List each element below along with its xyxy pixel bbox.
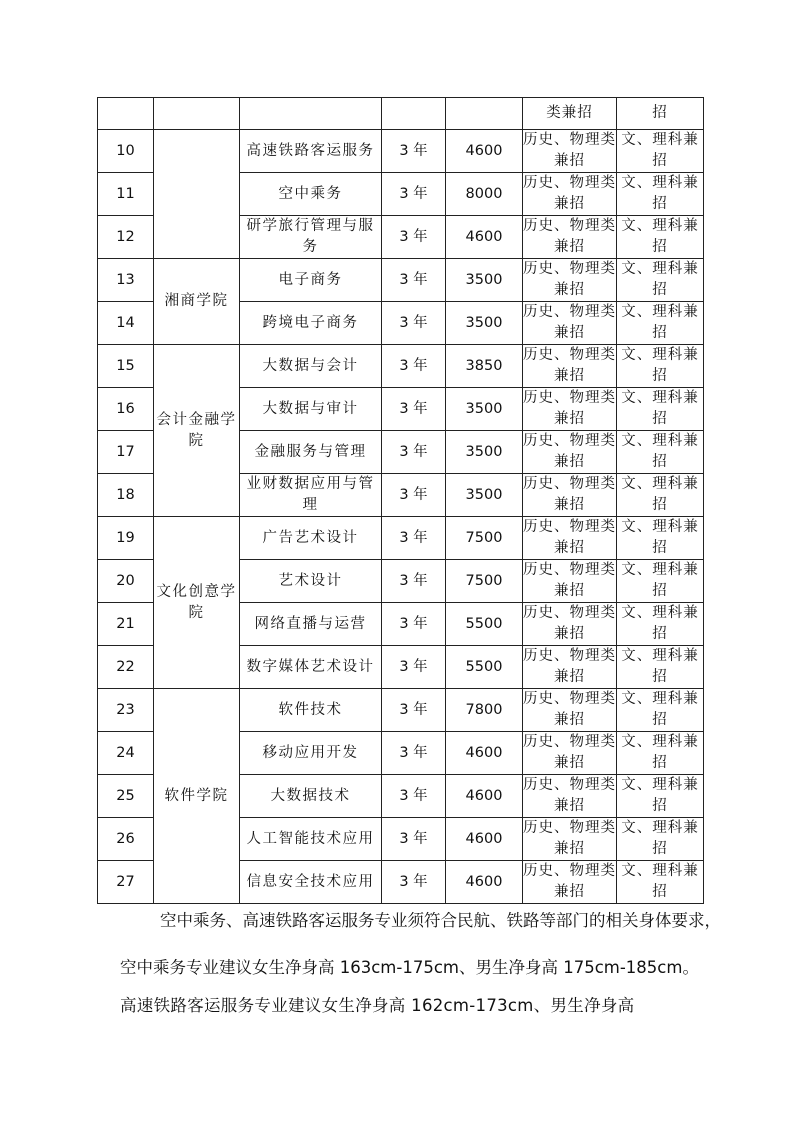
cell-subject: 历史、物理类兼招 (523, 130, 617, 173)
cell-fee: 4600 (446, 130, 523, 173)
cell-duration: 3 年 (382, 173, 446, 216)
cell-fee: 4600 (446, 775, 523, 818)
cell-duration: 3 年 (382, 388, 446, 431)
cell-major: 广告艺术设计 (240, 517, 382, 560)
cell-duration: 3 年 (382, 818, 446, 861)
cell-major: 业财数据应用与管理 (240, 474, 382, 517)
cell-no: 13 (98, 259, 154, 302)
cell-major: 网络直播与运营 (240, 603, 382, 646)
cell-subject: 历史、物理类兼招 (523, 861, 617, 904)
cell-fee: 4600 (446, 216, 523, 259)
cell-duration: 3 年 (382, 560, 446, 603)
table-row (98, 345, 704, 388)
cell-subject: 历史、物理类兼招 (523, 388, 617, 431)
cell-track: 文、理科兼招 (617, 603, 704, 646)
cell-major: 数字媒体艺术设计 (240, 646, 382, 689)
cell-duration: 3 年 (382, 345, 446, 388)
cell-subject: 历史、物理类兼招 (523, 345, 617, 388)
table-row (98, 517, 704, 560)
cell-duration: 3 年 (382, 646, 446, 689)
cell-track: 文、理科兼招 (617, 474, 704, 517)
requirement-paragraph-3: 高速铁路客运服务专业建议女生净身高 162cm-173cm、男生净身高 (120, 996, 635, 1015)
table-row (98, 130, 704, 173)
cell-fee: 3500 (446, 431, 523, 474)
cell-fee: 4600 (446, 861, 523, 904)
cell-track: 文、理科兼招 (617, 216, 704, 259)
cell-major: 大数据与审计 (240, 388, 382, 431)
cell-major: 艺术设计 (240, 560, 382, 603)
cell-major: 高速铁路客运服务 (240, 130, 382, 173)
cell-duration: 3 年 (382, 732, 446, 775)
cell-subject: 历史、物理类兼招 (523, 775, 617, 818)
cell-college: 软件学院 (154, 689, 240, 904)
cell-track: 文、理科兼招 (617, 517, 704, 560)
cell-fee: 3850 (446, 345, 523, 388)
cell-subject: 类兼招 (523, 98, 617, 130)
cell-no: 17 (98, 431, 154, 474)
cell-subject: 历史、物理类兼招 (523, 431, 617, 474)
cell-duration: 3 年 (382, 861, 446, 904)
cell-subject: 历史、物理类兼招 (523, 646, 617, 689)
cell-no: 19 (98, 517, 154, 560)
cell-subject: 历史、物理类兼招 (523, 474, 617, 517)
cell-no: 23 (98, 689, 154, 732)
cell-fee (446, 98, 523, 130)
cell-duration: 3 年 (382, 689, 446, 732)
cell-college (154, 98, 240, 130)
cell-track: 文、理科兼招 (617, 689, 704, 732)
cell-duration (382, 98, 446, 130)
cell-subject: 历史、物理类兼招 (523, 173, 617, 216)
cell-fee: 7500 (446, 560, 523, 603)
cell-major: 信息安全技术应用 (240, 861, 382, 904)
cell-track: 招 (617, 98, 704, 130)
cell-no: 18 (98, 474, 154, 517)
cell-no: 12 (98, 216, 154, 259)
cell-major: 大数据与会计 (240, 345, 382, 388)
cell-track: 文、理科兼招 (617, 560, 704, 603)
table-row-continued (98, 98, 704, 130)
cell-subject: 历史、物理类兼招 (523, 732, 617, 775)
cell-fee: 8000 (446, 173, 523, 216)
cell-major: 电子商务 (240, 259, 382, 302)
cell-college: 会计金融学院 (154, 345, 240, 517)
cell-track: 文、理科兼招 (617, 259, 704, 302)
requirement-paragraph-2: 空中乘务专业建议女生净身高 163cm-175cm、男生净身高 175cm-185cm。 (120, 958, 699, 977)
cell-subject: 历史、物理类兼招 (523, 689, 617, 732)
cell-major: 软件技术 (240, 689, 382, 732)
cell-fee: 5500 (446, 603, 523, 646)
cell-track: 文、理科兼招 (617, 130, 704, 173)
cell-major: 大数据技术 (240, 775, 382, 818)
cell-no: 20 (98, 560, 154, 603)
cell-college: 文化创意学院 (154, 517, 240, 689)
cell-fee: 7500 (446, 517, 523, 560)
cell-fee: 3500 (446, 474, 523, 517)
cell-no: 11 (98, 173, 154, 216)
cell-duration: 3 年 (382, 130, 446, 173)
cell-subject: 历史、物理类兼招 (523, 259, 617, 302)
cell-major: 研学旅行管理与服务 (240, 216, 382, 259)
cell-subject: 历史、物理类兼招 (523, 560, 617, 603)
cell-no: 24 (98, 732, 154, 775)
cell-track: 文、理科兼招 (617, 302, 704, 345)
cell-major: 空中乘务 (240, 173, 382, 216)
cell-subject: 历史、物理类兼招 (523, 517, 617, 560)
cell-major: 金融服务与管理 (240, 431, 382, 474)
cell-no (98, 98, 154, 130)
cell-no: 21 (98, 603, 154, 646)
cell-fee: 4600 (446, 818, 523, 861)
cell-fee: 3500 (446, 302, 523, 345)
cell-major (240, 98, 382, 130)
cell-major: 跨境电子商务 (240, 302, 382, 345)
cell-track: 文、理科兼招 (617, 173, 704, 216)
cell-no: 22 (98, 646, 154, 689)
cell-college (154, 130, 240, 259)
cell-major: 移动应用开发 (240, 732, 382, 775)
table-row (98, 689, 704, 732)
cell-fee: 5500 (446, 646, 523, 689)
cell-fee: 3500 (446, 388, 523, 431)
cell-fee: 7800 (446, 689, 523, 732)
table-body (98, 98, 704, 904)
cell-no: 25 (98, 775, 154, 818)
cell-track: 文、理科兼招 (617, 431, 704, 474)
requirement-paragraph-1: 空中乘务、高速铁路客运服务专业须符合民航、铁路等部门的相关身体要求， (160, 911, 721, 930)
table-row (98, 259, 704, 302)
cell-track: 文、理科兼招 (617, 861, 704, 904)
cell-subject: 历史、物理类兼招 (523, 818, 617, 861)
cell-subject: 历史、物理类兼招 (523, 302, 617, 345)
cell-duration: 3 年 (382, 517, 446, 560)
cell-track: 文、理科兼招 (617, 388, 704, 431)
cell-track: 文、理科兼招 (617, 732, 704, 775)
cell-no: 14 (98, 302, 154, 345)
cell-track: 文、理科兼招 (617, 775, 704, 818)
cell-duration: 3 年 (382, 431, 446, 474)
cell-no: 27 (98, 861, 154, 904)
cell-duration: 3 年 (382, 603, 446, 646)
cell-track: 文、理科兼招 (617, 646, 704, 689)
cell-duration: 3 年 (382, 775, 446, 818)
cell-no: 16 (98, 388, 154, 431)
cell-college: 湘商学院 (154, 259, 240, 345)
majors-table (97, 97, 704, 904)
cell-no: 15 (98, 345, 154, 388)
cell-duration: 3 年 (382, 259, 446, 302)
cell-track: 文、理科兼招 (617, 345, 704, 388)
cell-fee: 3500 (446, 259, 523, 302)
cell-major: 人工智能技术应用 (240, 818, 382, 861)
cell-duration: 3 年 (382, 216, 446, 259)
cell-no: 26 (98, 818, 154, 861)
cell-fee: 4600 (446, 732, 523, 775)
cell-subject: 历史、物理类兼招 (523, 216, 617, 259)
cell-duration: 3 年 (382, 302, 446, 345)
cell-no: 10 (98, 130, 154, 173)
cell-track: 文、理科兼招 (617, 818, 704, 861)
cell-subject: 历史、物理类兼招 (523, 603, 617, 646)
cell-duration: 3 年 (382, 474, 446, 517)
